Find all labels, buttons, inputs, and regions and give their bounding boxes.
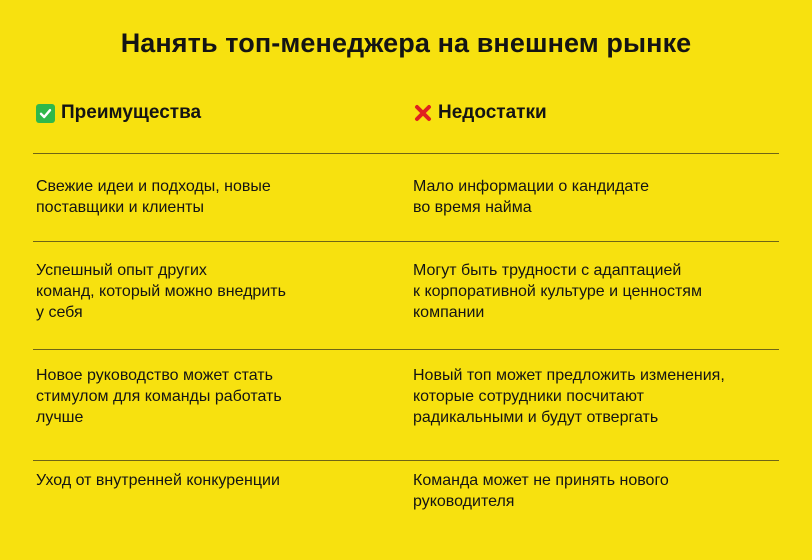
con-cell: Могут быть трудности с адаптацией к корпоративной культуре и ценностям компании (413, 262, 702, 321)
cons-header (413, 102, 547, 124)
cons-header-label: Недостатки (438, 102, 547, 123)
divider (33, 349, 779, 350)
pro-cell: Уход от внутренней конкуренции (36, 472, 280, 489)
pro-cell: Успешный опыт других команд, который можно внедрить у себя (36, 262, 286, 321)
check-mark-icon (36, 104, 55, 123)
page-title: Нанять топ-менеджера на внешнем рынке (120, 28, 692, 58)
pros-header-label: Преимущества (61, 102, 202, 123)
pros-header (36, 102, 201, 124)
con-cell: Мало информации о кандидате во время найма (413, 178, 650, 216)
con-cell: Новый топ может предложить изменения, которые сотрудники посчитают радикальными и будут отвергать (413, 367, 725, 426)
con-cell: Команда может не принять нового руководителя (413, 472, 669, 510)
pro-cell: Новое руководство может стать стимулом для команды работать лучше (36, 367, 282, 426)
divider (33, 460, 779, 461)
pro-cell: Свежие идеи и подходы, новые поставщики и клиенты (36, 178, 271, 216)
divider (33, 241, 779, 242)
cross-mark-icon (413, 104, 432, 123)
divider (33, 153, 779, 154)
